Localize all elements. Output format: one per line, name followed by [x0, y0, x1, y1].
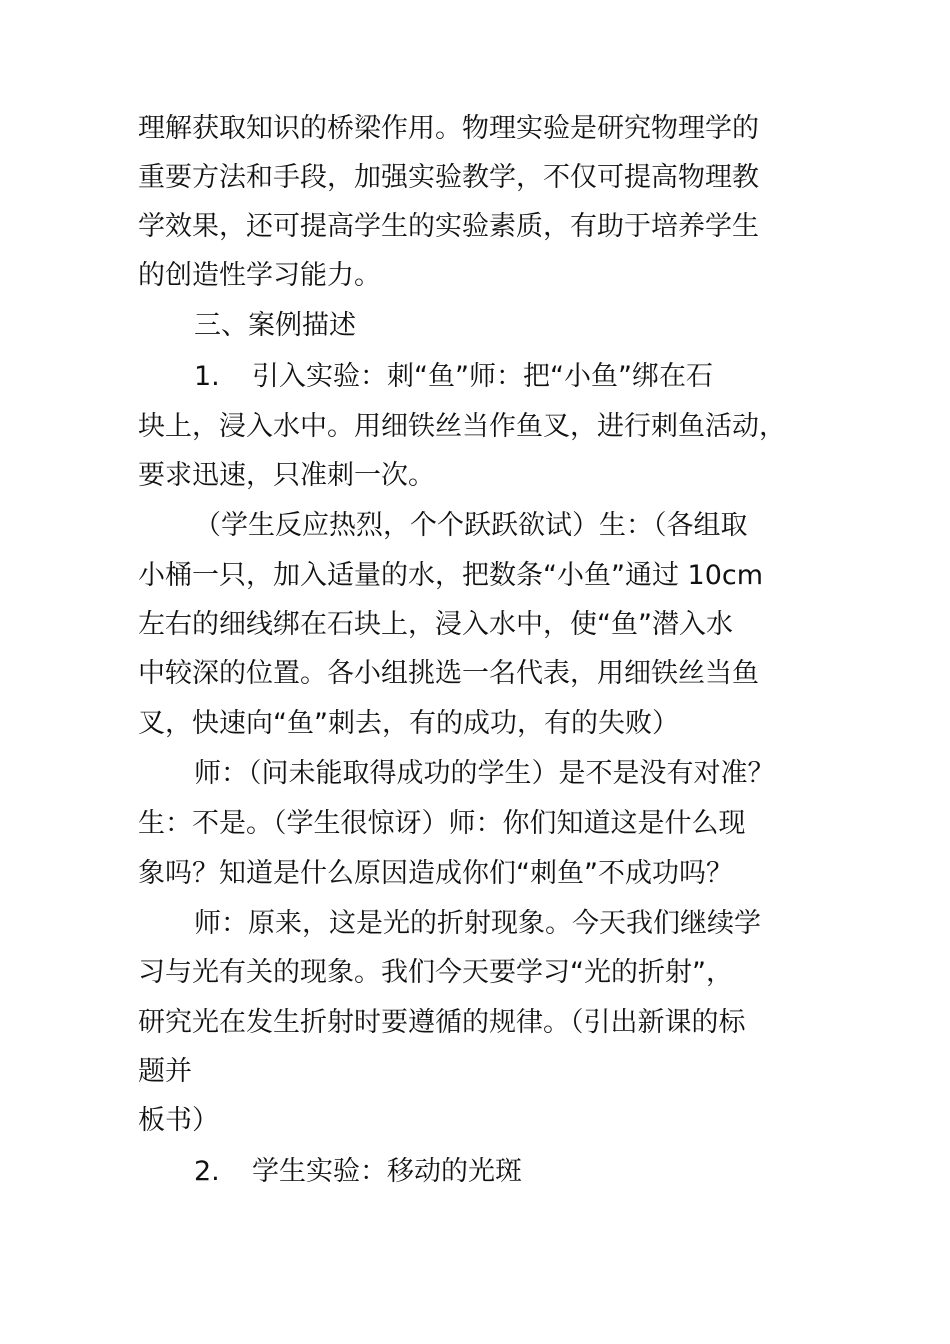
text-line: 叉，快速向“鱼”刺去，有的成功，有的失败）: [138, 708, 679, 739]
text-line: 要求迅速，只准刺一次。: [138, 460, 435, 491]
section-heading: 三、案例描述: [194, 310, 356, 341]
text-line: 板书）: [138, 1105, 219, 1136]
text-line: 块上，浸入水中。用细铁丝当作鱼叉，进行刺鱼活动，: [138, 411, 786, 442]
list-item-1: [194, 360, 713, 394]
text-line: 题并: [138, 1056, 192, 1087]
list-item-2: [194, 1155, 522, 1189]
text-line: 的创造性学习能力。: [138, 260, 381, 291]
text-line: 象吗？知道是什么原因造成你们“刺鱼”不成功吗？: [138, 858, 733, 889]
text-line: 重要方法和手段，加强实验教学，不仅可提高物理教: [138, 162, 759, 193]
text-line: 理解获取知识的桥梁作用。物理实验是研究物理学的: [138, 113, 759, 144]
list-item-number: 1.: [194, 361, 220, 392]
text-line: 左右的细线绑在石块上，浸入水中，使“鱼”潜入水: [138, 609, 733, 640]
text-line: 研究光在发生折射时要遵循的规律。（引出新课的标: [138, 1007, 746, 1038]
text-line: 中较深的位置。各小组挑选一名代表，用细铁丝当鱼: [138, 658, 759, 689]
list-item-number: 2.: [194, 1156, 220, 1187]
text-line: 小桶一只，加入适量的水，把数条“小鱼”通过 10cm: [138, 560, 764, 591]
text-line: 习与光有关的现象。我们今天要学习“光的折射”，: [138, 957, 733, 988]
text-line: 生：不是。（学生很惊讶）师：你们知道这是什么现: [138, 808, 746, 839]
text-line: 学效果，还可提高学生的实验素质，有助于培养学生: [138, 211, 759, 242]
text-line: 师：原来，这是光的折射现象。今天我们继续学: [194, 908, 761, 939]
text-line: （学生反应热烈，个个跃跃欲试）生：（各组取: [194, 510, 748, 541]
text-line: 师：（问未能取得成功的学生）是不是没有对准？: [194, 758, 775, 789]
list-item-text: 学生实验：移动的光斑: [252, 1156, 522, 1187]
list-item-text: 引入实验：刺“鱼”师：把“小鱼”绑在石: [252, 361, 713, 392]
